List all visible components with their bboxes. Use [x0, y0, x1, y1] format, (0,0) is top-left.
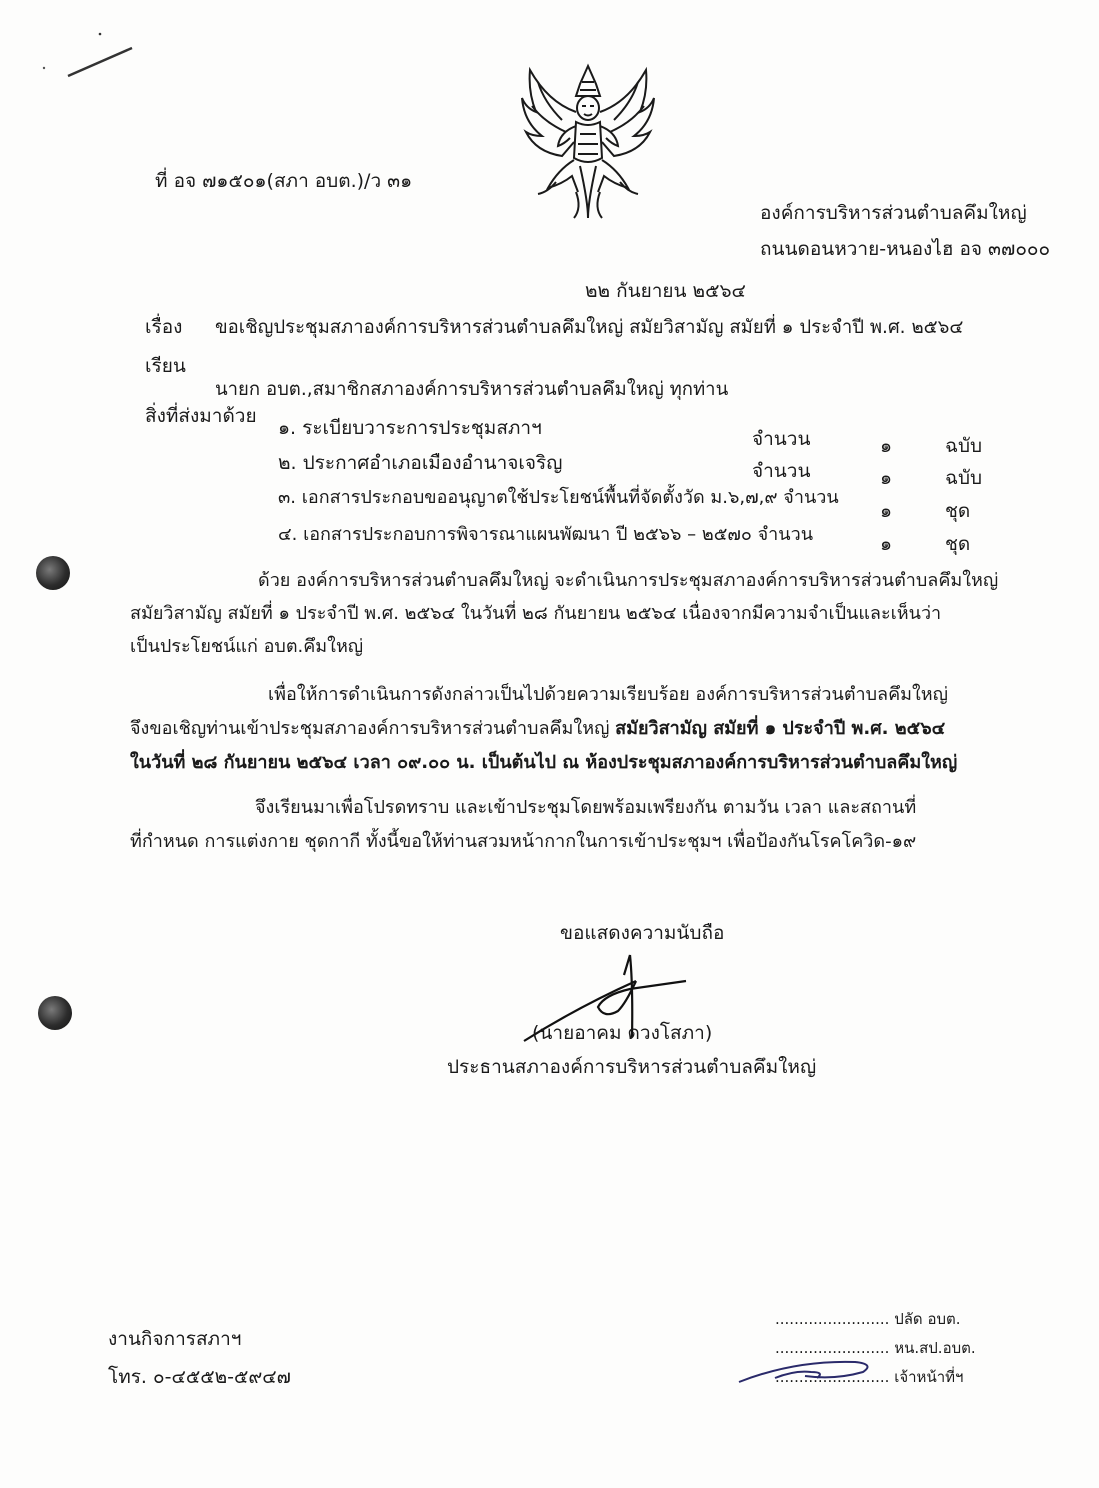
- paragraph-2-line-3: ในวันที่ ๒๘ กันยายน ๒๕๖๔ เวลา ๐๙.๐๐ น. เป็นต้นไป ณ ห้องประชุมสภาองค์การบริหารส่วนตำบลคึมใหญ่: [130, 752, 958, 773]
- enclosure-unit: ชุด: [945, 500, 971, 522]
- enclosure-item: ๓. เอกสารประกอบขออนุญาตใช้ประโยชน์พื้นที่จัดตั้งวัด ม.๖,๗,๙ จำนวน: [278, 487, 839, 508]
- enclosure-qty: ๑: [880, 467, 893, 489]
- enclosure-unit: ฉบับ: [945, 467, 983, 489]
- signer-name: (นายอาคม ดวงโสภา): [532, 1022, 713, 1044]
- reference-number: ที่ อจ ๗๑๕๐๑(สภา อบต.)/ว ๓๑: [155, 170, 413, 192]
- enclosure-item: ๒. ประกาศอำเภอเมืองอำนาจเจริญ: [278, 452, 563, 474]
- routing-role: เจ้าหน้าที่ฯ: [894, 1368, 964, 1386]
- routing-dots: ........................: [775, 1368, 890, 1386]
- session-highlight: สมัยวิสามัญ สมัยที่ ๑ ประจำปี พ.ศ. ๒๕๖๔: [615, 718, 946, 739]
- enclosure-unit: ฉบับ: [945, 435, 983, 457]
- recipient-text: นายก อบต.,สมาชิกสภาองค์การบริหารส่วนตำบลคึมใหญ่ ทุกท่าน: [215, 379, 729, 400]
- paragraph-2-line-2: [130, 718, 945, 741]
- routing-dots: ........................: [775, 1339, 890, 1357]
- paragraph-1-line-2: สมัยวิสามัญ สมัยที่ ๑ ประจำปี พ.ศ. ๒๕๖๔ ในวันที่ ๒๘ กันยายน ๒๕๖๔ เนื่องจากมีความจำเป็นและเห็นว่า: [130, 603, 942, 624]
- paragraph-1-line-1: ด้วย องค์การบริหารส่วนตำบลคึมใหญ่ จะดำเนินการประชุมสภาองค์การบริหารส่วนตำบลคึมใหญ่: [258, 570, 999, 591]
- subject-text: ขอเชิญประชุมสภาองค์การบริหารส่วนตำบลคึมใหญ่ สมัยวิสามัญ สมัยที่ ๑ ประจำปี พ.ศ. ๒๕๖๔: [215, 317, 964, 338]
- enclosure-qty: ๑: [880, 533, 893, 555]
- phone-number: โทร. ๐-๔๕๕๒-๕๙๔๗: [108, 1366, 291, 1388]
- routing-role: หน.สป.อบต.: [894, 1339, 976, 1357]
- subject-label: เรื่อง: [145, 316, 183, 338]
- enclosure-qty: ๑: [880, 500, 893, 522]
- scan-mark: [40, 30, 140, 90]
- paragraph-1-line-3: เป็นประโยชน์แก่ อบต.คึมใหญ่: [130, 636, 364, 657]
- organization-address: ถนนดอนหวาย-หนองไฮ อจ ๓๗๐๐๐: [760, 238, 1051, 260]
- recipient-label: เรียน: [145, 355, 186, 377]
- paragraph-3-line-2: ที่กำหนด การแต่งกาย ชุดกากี ทั้งนี้ขอให้ท่านสวมหน้ากากในการเข้าประชุมฯ เพื่อป้องกันโรคโควิด-๑๙: [130, 831, 917, 852]
- signer-title: ประธานสภาองค์การบริหารส่วนตำบลคึมใหญ่: [447, 1056, 817, 1078]
- paragraph-2-line-2-text: จึงขอเชิญท่านเข้าประชุมสภาองค์การบริหารส่วนตำบลคึมใหญ่: [130, 718, 616, 739]
- enclosure-unit: ชุด: [945, 533, 971, 555]
- department-name: งานกิจการสภาฯ: [108, 1328, 242, 1350]
- closing-salutation: ขอแสดงความนับถือ: [560, 922, 725, 944]
- enclosure-qty: ๑: [880, 435, 893, 457]
- garuda-emblem-icon: [518, 62, 658, 222]
- initial-signature: [735, 1350, 885, 1390]
- organization-name: องค์การบริหารส่วนตำบลคึมใหญ่: [760, 202, 1027, 224]
- routing-role: ปลัด อบต.: [894, 1310, 961, 1328]
- paragraph-2-line-1: เพื่อให้การดำเนินการดังกล่าวเป็นไปด้วยความเรียบร้อย องค์การบริหารส่วนตำบลคึมใหญ่: [268, 684, 948, 705]
- paragraph-3-line-1: จึงเรียนมาเพื่อโปรดทราบ และเข้าประชุมโดยพร้อมเพรียงกัน ตามวัน เวลา และสถานที่: [255, 797, 917, 818]
- enclosure-qty-label: จำนวน: [752, 460, 811, 482]
- enclosure-item: ๔. เอกสารประกอบการพิจารณาแผนพัฒนา ปี ๒๕๖๖ – ๒๕๗๐ จำนวน: [278, 524, 813, 545]
- document-date: ๒๒ กันยายน ๒๕๖๔: [585, 280, 746, 302]
- enclosure-item: ๑. ระเบียบวาระการประชุมสภาฯ: [278, 417, 542, 439]
- enclosure-qty-label: จำนวน: [752, 428, 811, 450]
- enclosures-label: สิ่งที่ส่งมาด้วย: [145, 405, 257, 427]
- routing-dots: ........................: [775, 1310, 890, 1328]
- punch-hole-top: [36, 556, 70, 590]
- punch-hole-bottom: [38, 996, 72, 1030]
- routing-line: [775, 1310, 960, 1329]
